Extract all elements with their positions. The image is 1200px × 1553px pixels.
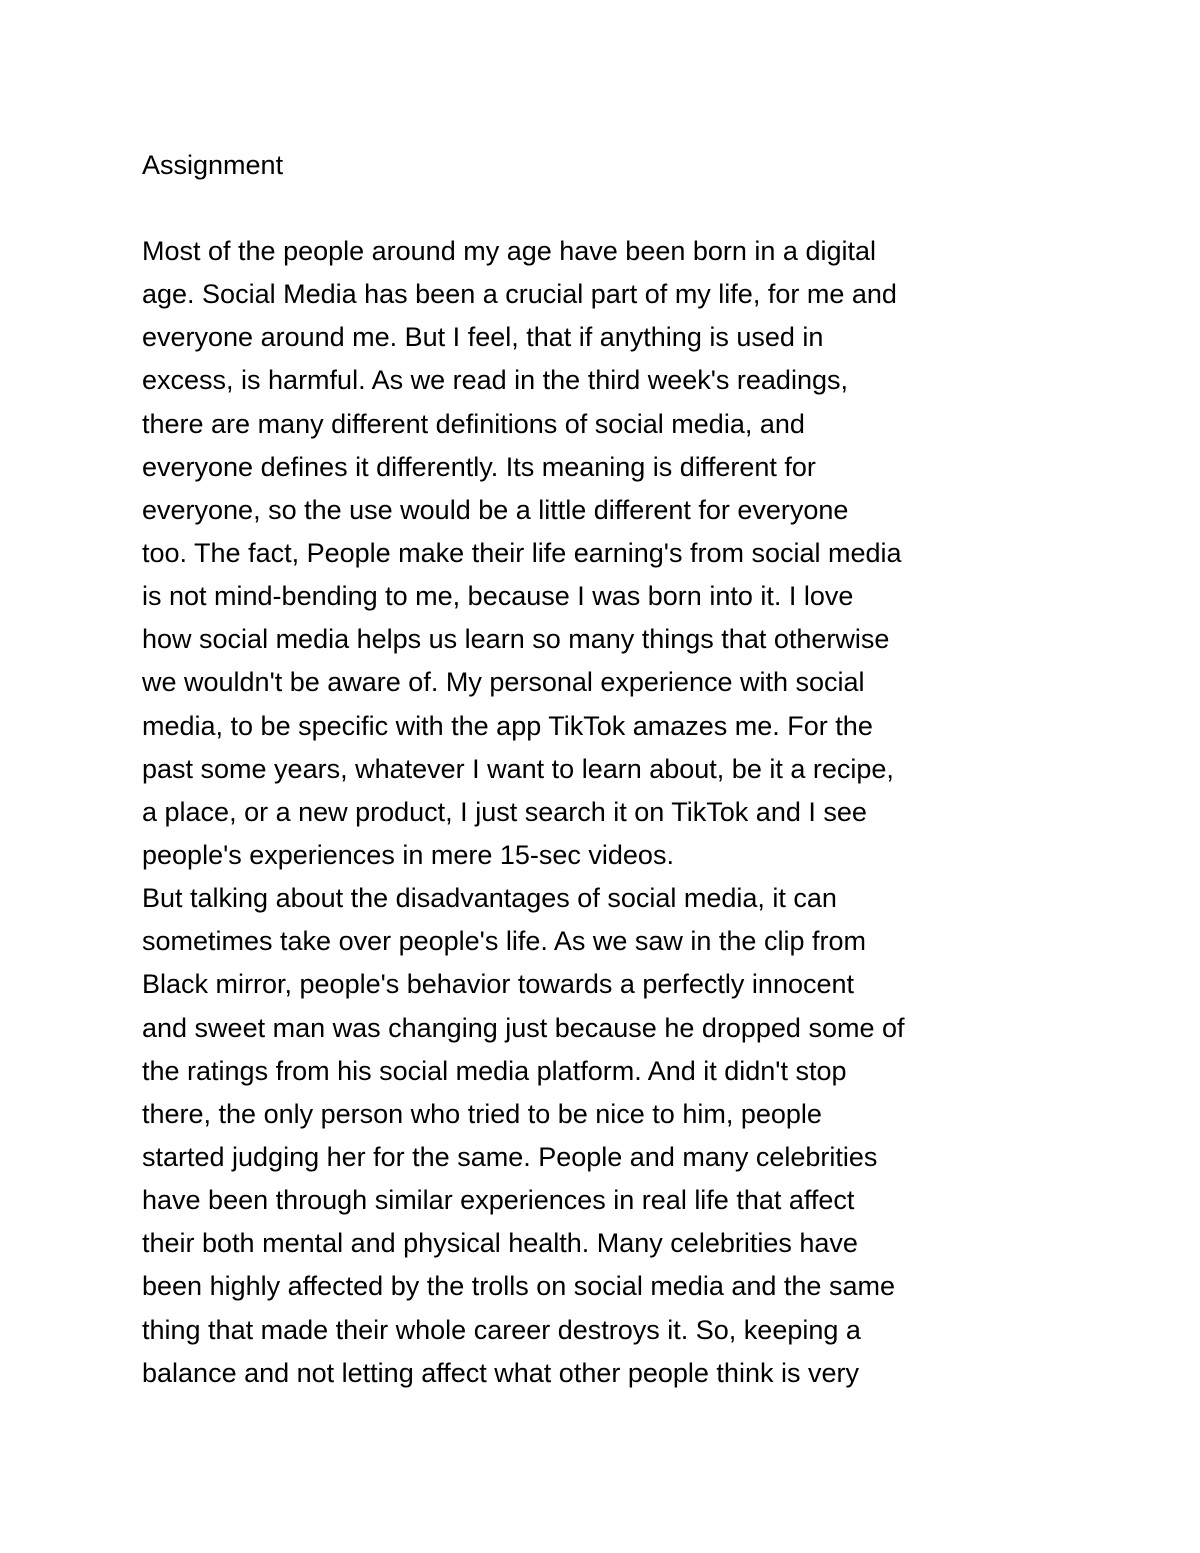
body-line: how social media helps us learn so many things that otherwise <box>142 624 890 655</box>
body-line: we wouldn't be aware of. My personal experience with social <box>142 667 865 698</box>
document-title: Assignment <box>142 150 284 180</box>
body-line: is not mind-bending to me, because I was born into it. I love <box>142 581 854 612</box>
body-line: Most of the people around my age have been born in a digital <box>142 236 876 266</box>
body-line: everyone around me. But I feel, that if anything is used in <box>142 322 824 353</box>
body-line: their both mental and physical health. Many celebrities have <box>142 1228 858 1259</box>
body-line: everyone, so the use would be a little different for everyone <box>142 494 849 525</box>
body-line: there are many different definitions of social media, and <box>142 408 805 439</box>
body-line: balance and not letting affect what other people think is very <box>142 1357 859 1388</box>
body-line: media, to be specific with the app TikTok amazes me. For the <box>142 710 873 741</box>
body-line: everyone defines it differently. Its meaning is different for <box>142 451 816 482</box>
body-line: too. The fact, People make their life earning's from social media <box>142 537 902 568</box>
body-line: a place, or a new product, I just search it on TikTok and I see <box>142 796 867 827</box>
document-body <box>142 230 1102 1395</box>
body-line: thing that made their whole career destroys it. So, keeping a <box>142 1314 861 1345</box>
body-line: have been through similar experiences in real life that affect <box>142 1185 855 1216</box>
body-line: age. Social Media has been a crucial part of my life, for me and <box>142 279 897 310</box>
body-line: there, the only person who tried to be nice to him, people <box>142 1098 822 1129</box>
body-line: sometimes take over people's life. As we saw in the clip from <box>142 926 866 957</box>
body-line: excess, is harmful. As we read in the third week's readings, <box>142 365 848 396</box>
body-line: the ratings from his social media platform. And it didn't stop <box>142 1055 847 1086</box>
body-line: past some years, whatever I want to learn about, be it a recipe, <box>142 753 894 784</box>
body-line: started judging her for the same. People and many celebrities <box>142 1141 878 1172</box>
body-line: Black mirror, people's behavior towards a perfectly innocent <box>142 969 855 1000</box>
body-line: and sweet man was changing just because he dropped some of <box>142 1012 905 1043</box>
body-line: But talking about the disadvantages of social media, it can <box>142 883 837 914</box>
body-line: people's experiences in mere 15-sec videos. <box>142 839 674 870</box>
body-line: been highly affected by the trolls on social media and the same <box>142 1271 895 1302</box>
